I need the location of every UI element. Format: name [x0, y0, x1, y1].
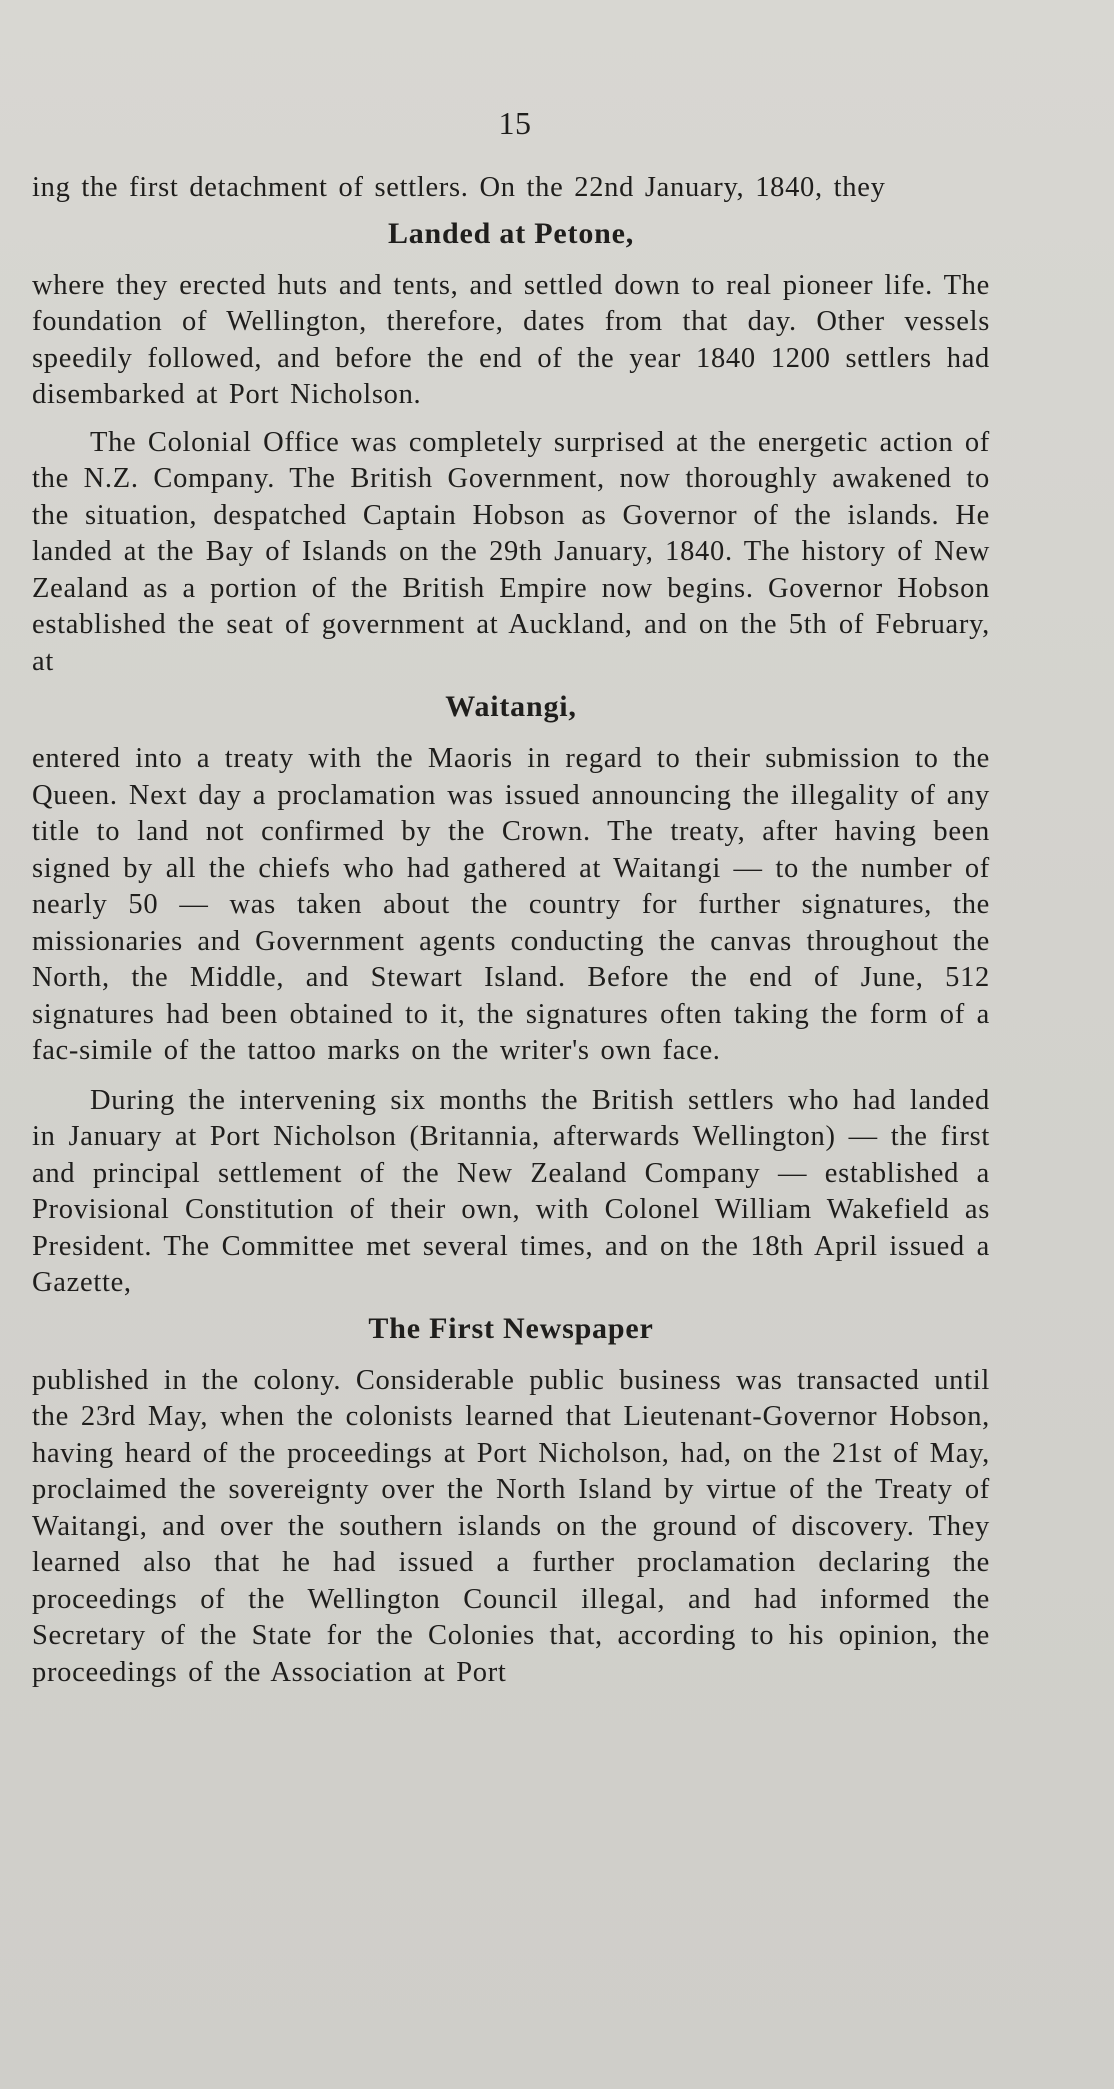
page-number: 15	[498, 105, 532, 141]
heading-waitangi: Waitangi,	[445, 690, 577, 723]
heading-the-first-newspaper: The First Newspaper	[368, 1311, 654, 1345]
paragraph-2: where they erected huts and tents, and settled down to real pioneer life. The foundation of Wellington, therefore, dates from that day. Other vessels speedily followed, and before the end of the year 1840 1200 settlers had disembarked at Port Nicholson.	[32, 269, 990, 410]
paragraph-5: During the intervening six months the British settlers who had landed in January at Port Nicholson (Britannia, afterwards Wellington) — the first and principal settlement of the New Zealand Company — established a Provisional Constitution of their own, with Colonel William Wakefield as President. The Committee met several times, and on the 18th April issued a Gazette,	[32, 1084, 990, 1298]
paragraph-3: The Colonial Office was completely surprised at the energetic action of the N.Z. Company. The British Government, now thoroughly awakened to the situation, despatched Captain Hobson as Governor of the islands. He landed at the Bay of Islands on the 29th January, 1840. The history of New Zealand as a portion of the British Empire now begins. Governor Hobson established the seat of government at Auckland, and on the 5th of February, at	[32, 426, 990, 677]
paragraph-4: entered into a treaty with the Maoris in regard to their submission to the Queen. Next day a proclamation was issued announcing the illegality of any title to land not confirmed by the Crown. The treaty, after having been signed by all the chiefs who had gathered at Waitangi — to the number of nearly 50 — was taken about the country for further signatures, the missionaries and Government agents conducting the canvas throughout the North, the Middle, and Stewart Island. Before the end of June, 512 signatures had been obtained to it, the signatures often taking the form of a fac-simile of the tattoo marks on the writer's own face.	[32, 743, 990, 1066]
paragraph-1: ing the first detachment of settlers. On the 22nd January, 1840, they	[32, 172, 886, 203]
heading-landed-at-petone: Landed at Petone,	[387, 216, 635, 250]
page-content	[32, 170, 990, 1691]
paragraph-6: published in the colony. Considerable public business was transacted until the 23rd May, when the colonists learned that Lieutenant-Governor Hobson, having heard of the proceedings at Port Nicholson, had, on the 21st of May, proclaimed the sovereignty over the North Island by virtue of the Treaty of Waitangi, and over the southern islands on the ground of discovery. They learned also that he had issued a further proclamation declaring the proceedings of the Wellington Council illegal, and had informed the Secretary of the State for the Colonies that, according to his opinion, the proceedings of the Association at Port	[32, 1364, 990, 1688]
